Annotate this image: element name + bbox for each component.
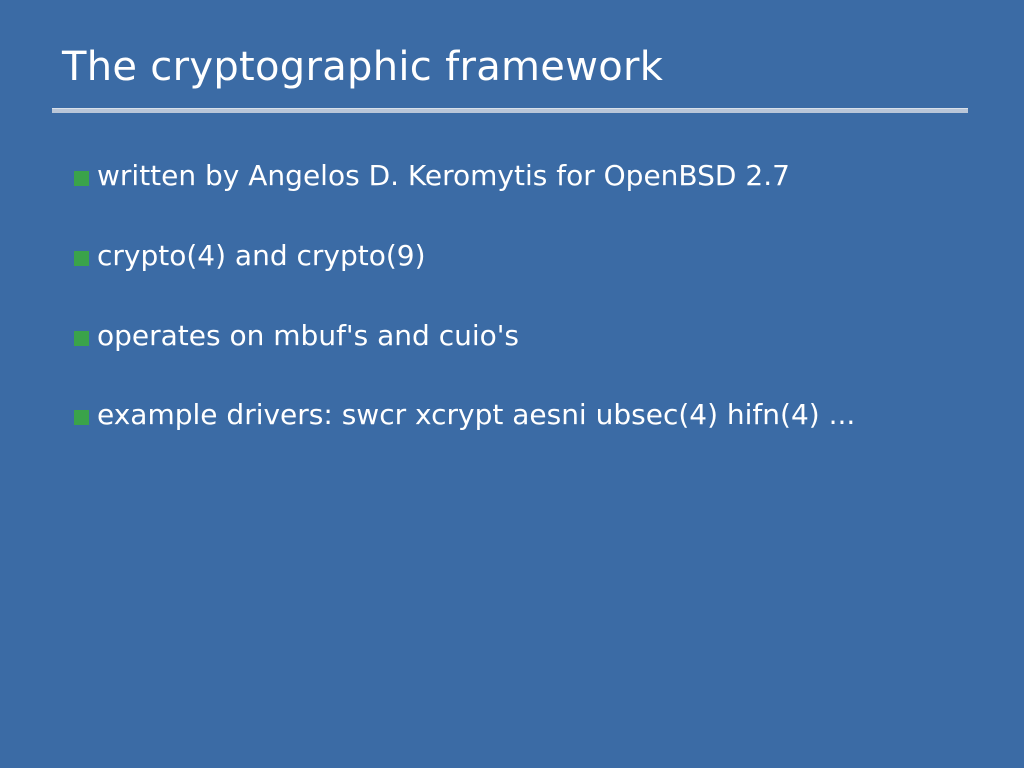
list-item bbox=[74, 397, 974, 433]
list-item bbox=[74, 238, 974, 274]
title-divider bbox=[52, 108, 968, 113]
list-item-label: written by Angelos D. Keromytis for OpenBSD 2.7 bbox=[97, 159, 790, 192]
square-bullet-icon bbox=[74, 410, 89, 425]
list-item bbox=[74, 158, 974, 194]
list-item-label: example drivers: swcr xcrypt aesni ubsec(4) hifn(4) ... bbox=[97, 398, 856, 432]
list-item bbox=[74, 318, 974, 354]
square-bullet-icon bbox=[74, 251, 89, 266]
page-title: The cryptographic framework bbox=[62, 44, 664, 90]
square-bullet-icon bbox=[74, 171, 89, 186]
bullet-list bbox=[74, 158, 974, 477]
list-item-label: crypto(4) and crypto(9) bbox=[97, 238, 426, 272]
list-item-label: operates on mbuf's and cuio's bbox=[97, 318, 520, 352]
square-bullet-icon bbox=[74, 331, 89, 346]
